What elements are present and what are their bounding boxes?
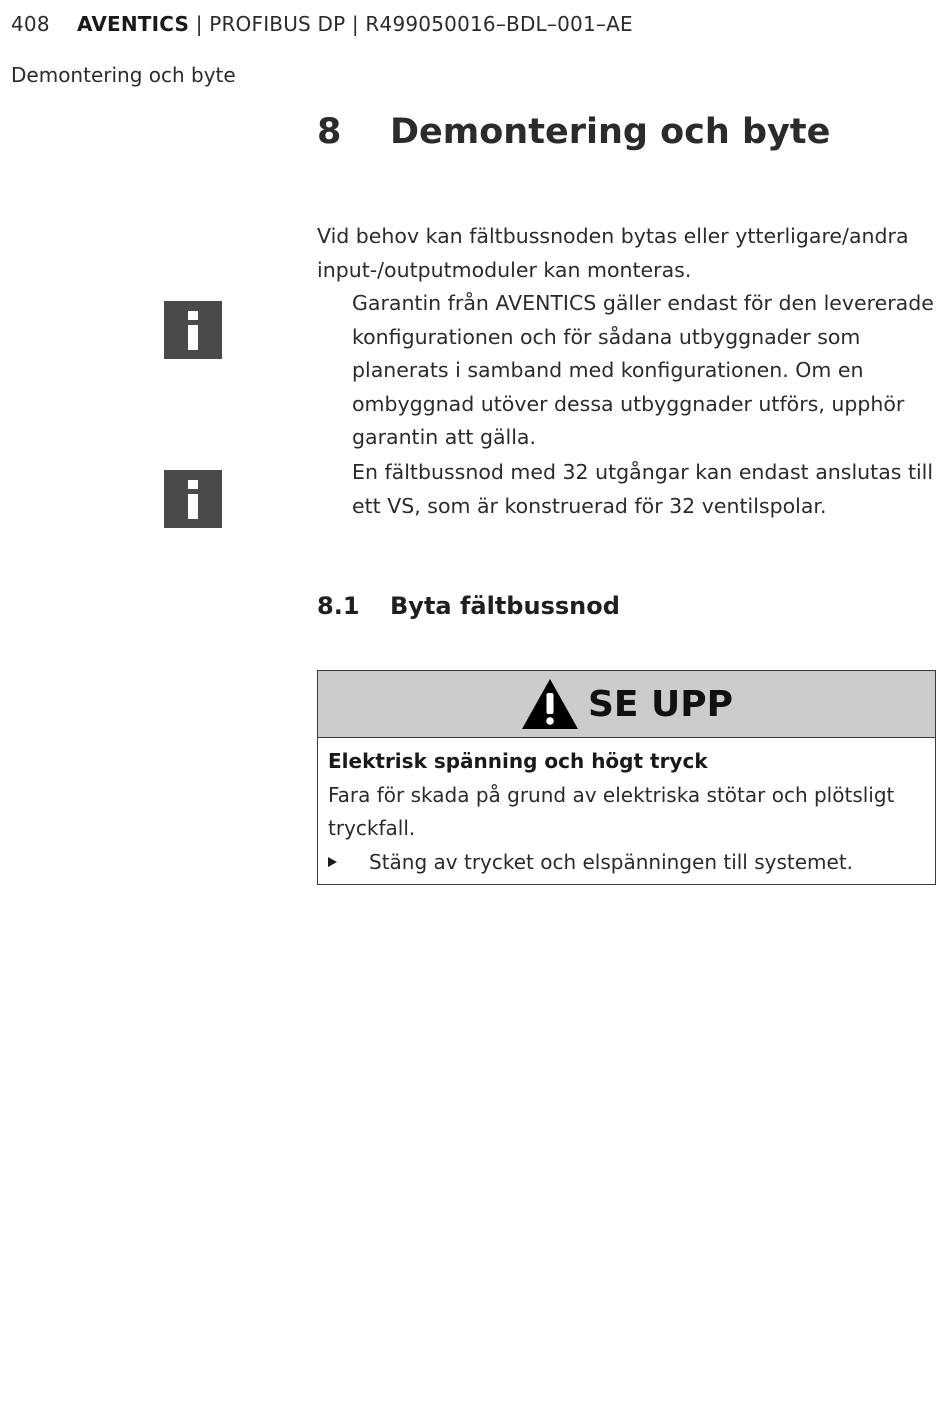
intro-paragraph: Vid behov kan fältbussnoden bytas eller ytterligare/andra input-/outputmoduler kan monteras. <box>317 224 909 282</box>
info-icon <box>164 470 222 528</box>
running-section-title: Demontering och byte <box>11 63 236 87</box>
warning-step-text: Stäng av trycket och elspänningen till systemet. <box>369 849 854 874</box>
info-note: En fältbussnod med 32 utgångar kan endast anslutas till ett VS, som är konstruerad för 32 ventilspolar. <box>352 460 934 518</box>
info-icon <box>164 301 222 359</box>
page-number: 408 <box>11 12 50 36</box>
subsection-number: 8.1 <box>317 592 360 620</box>
subsection-title: Byta fältbussnod <box>390 592 620 620</box>
bullet-arrow-icon <box>328 857 337 867</box>
info-note: Garantin från AVENTICS gäller endast för den levererade konfigurationen och för sådana utbyggnader som planerats i samband med konfigurationen. Om en ombyggnad utöver dessa utbyggnader utförs, upphör garantin att gälla. <box>352 291 934 449</box>
warning-triangle-icon <box>520 677 580 731</box>
subsection-heading <box>317 592 620 620</box>
chapter-heading <box>317 112 830 152</box>
warning-header <box>318 671 935 738</box>
document-reference: | PROFIBUS DP | R499050016–BDL–001–AE <box>189 12 633 36</box>
warning-signal-word: SE UPP <box>587 683 734 725</box>
chapter-title: Demontering och byte <box>390 112 831 152</box>
brand-name: AVENTICS <box>77 12 190 36</box>
page-header <box>11 12 633 36</box>
warning-box <box>317 670 936 885</box>
warning-step <box>328 846 935 880</box>
warning-subtitle: Elektrisk spänning och högt tryck <box>328 749 708 773</box>
warning-body <box>318 738 935 879</box>
chapter-number: 8 <box>317 112 342 152</box>
warning-description: Fara för skada på grund av elektriska stötar och plötsligt tryckfall. <box>328 782 895 840</box>
